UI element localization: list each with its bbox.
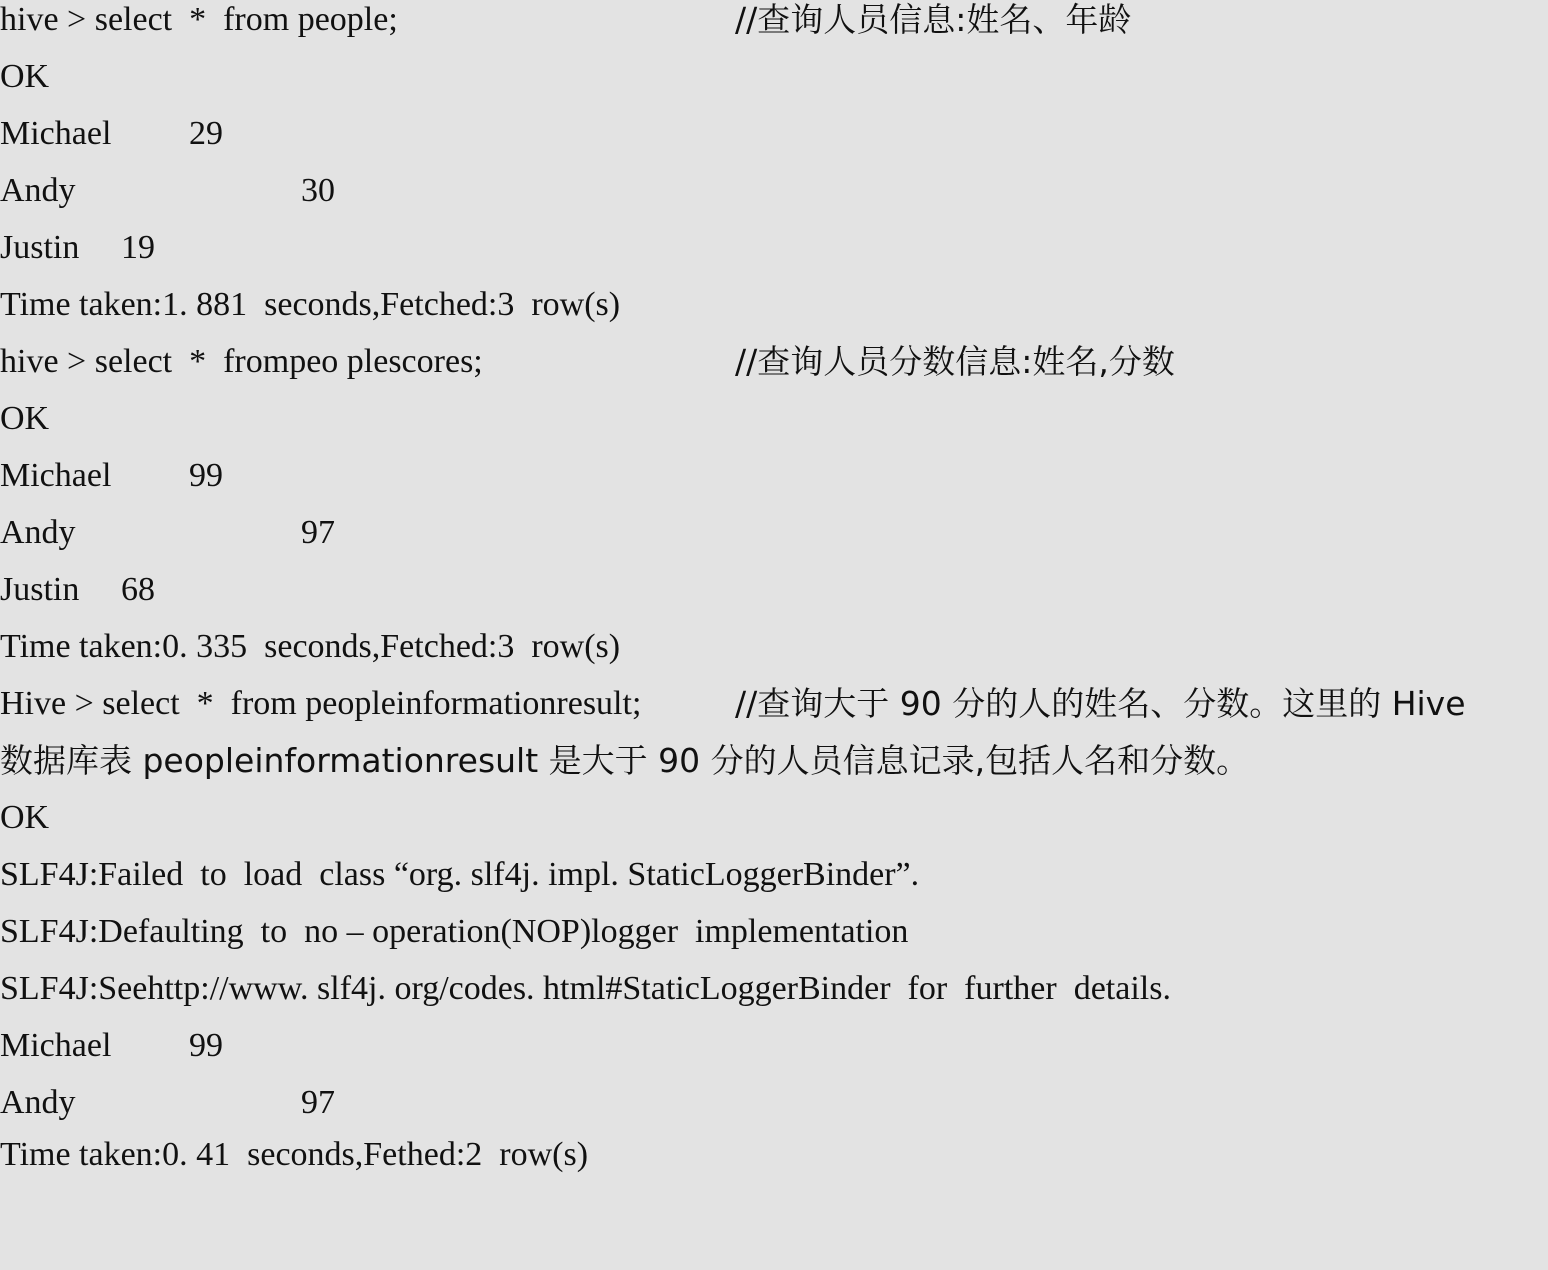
row-name: Justin bbox=[0, 229, 80, 266]
query2-time bbox=[0, 624, 621, 670]
table-row bbox=[0, 510, 335, 556]
row-name: Justin bbox=[0, 571, 80, 608]
table-row bbox=[0, 453, 223, 499]
table-row bbox=[0, 1023, 223, 1069]
query2-line bbox=[0, 339, 1175, 385]
time-taken-text: Time taken:1. 881 seconds,Fetched:3 row(s) bbox=[0, 286, 621, 323]
row-name: Michael bbox=[0, 115, 112, 152]
row-value: 99 bbox=[189, 457, 223, 494]
row-value: 99 bbox=[189, 1027, 223, 1064]
query1-comment: //查询人员信息:姓名、年龄 bbox=[735, 0, 1132, 39]
table-row bbox=[0, 1080, 335, 1126]
query2-comment: //查询人员分数信息:姓名,分数 bbox=[735, 342, 1175, 381]
log-text: SLF4J:Defaulting to no – operation(NOP)logger implementation bbox=[0, 913, 909, 950]
query1-time bbox=[0, 282, 621, 328]
query1-command: hive > select * from people; bbox=[0, 1, 398, 38]
query2-ok bbox=[0, 396, 50, 442]
query2-command: hive > select * frompeo plescores; bbox=[0, 343, 483, 380]
query3-ok bbox=[0, 795, 50, 841]
table-row bbox=[0, 567, 155, 613]
table-row bbox=[0, 111, 223, 157]
table-row bbox=[0, 225, 155, 271]
time-taken-text: Time taken:0. 41 seconds,Fethed:2 row(s) bbox=[0, 1136, 589, 1173]
query1-ok bbox=[0, 54, 50, 100]
row-value: 68 bbox=[121, 571, 155, 608]
row-name: Michael bbox=[0, 457, 112, 494]
query3-line bbox=[0, 681, 1466, 727]
time-taken-text: Time taken:0. 335 seconds,Fetched:3 row(s) bbox=[0, 628, 621, 665]
log-line bbox=[0, 966, 1171, 1012]
row-name: Andy bbox=[0, 514, 76, 551]
ok-text: OK bbox=[0, 400, 50, 437]
query3-comment: //查询大于 90 分的人的姓名、分数。这里的 Hive bbox=[735, 684, 1466, 723]
query1-line bbox=[0, 0, 1132, 43]
log-line bbox=[0, 852, 920, 898]
row-value: 97 bbox=[301, 514, 335, 551]
row-name: Andy bbox=[0, 172, 76, 209]
row-value: 29 bbox=[189, 115, 223, 152]
description-text: 数据库表 peopleinformationresult 是大于 90 分的人员信息记录,包括人名和分数。 bbox=[0, 741, 1250, 780]
log-text: SLF4J:Failed to load class “org. slf4j. impl. StaticLoggerBinder”. bbox=[0, 856, 920, 893]
row-value: 30 bbox=[301, 172, 335, 209]
table-row bbox=[0, 168, 335, 214]
row-value: 97 bbox=[301, 1084, 335, 1121]
ok-text: OK bbox=[0, 799, 50, 836]
ok-text: OK bbox=[0, 58, 50, 95]
row-value: 19 bbox=[121, 229, 155, 266]
row-name: Michael bbox=[0, 1027, 112, 1064]
query3-command: Hive > select * from peopleinformationresult; bbox=[0, 685, 642, 722]
row-name: Andy bbox=[0, 1084, 76, 1121]
query3-time bbox=[0, 1132, 589, 1178]
log-text: SLF4J:Seehttp://www. slf4j. org/codes. html#StaticLoggerBinder for further details. bbox=[0, 970, 1171, 1007]
log-line bbox=[0, 909, 909, 955]
query3-description bbox=[0, 738, 1250, 784]
